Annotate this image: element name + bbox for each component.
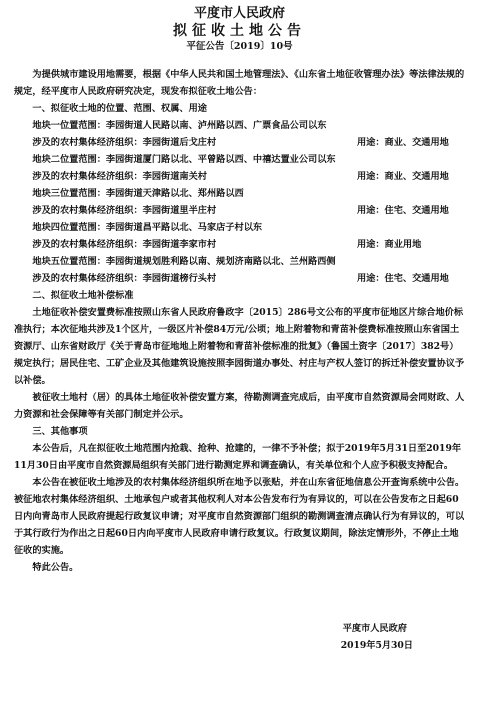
section3-paragraph-2: 本公告在被征收土地涉及的农村集体经济组织所在地予以张贴，并在山东省征地信息公开查询系统中公告。被征地农村集体经济组织、土地承包户或者其他权利人对本公告发布行为有异议的，可以在公告发布之日起60日内向青岛市人民政府提起行政复议申请；对平度市自然资源部门组织的勘测调查清点确认行为有异议的，可以于其行政行为作出之日起60日内向平度市人民政府申请行政复议。行政复议期间，除法定情形外，不停止土地征收的实施。	[14, 477, 465, 556]
document-title: 拟征收土地公告	[173, 23, 306, 39]
signature-block	[14, 620, 465, 654]
parcel-4-use: 用途：商业用地	[357, 239, 422, 250]
parcel-5-owner: 涉及的农村集体经济组织：李园街道榜行头村	[32, 273, 217, 284]
parcel-2-owner: 涉及的农村集体经济组织：李园街道南关村	[32, 171, 207, 182]
parcel-4-owner: 涉及的农村集体经济组织：李园街道李家市村	[32, 239, 217, 250]
parcel-4-scope: 地块四位置范围：李园街道昌平路以北、马家店子村以东	[32, 222, 263, 233]
section3-heading: 三、其他事项	[32, 426, 88, 437]
parcel-5-owner-row	[14, 270, 465, 287]
section2-heading: 二、拟征收土地补偿标准	[32, 290, 134, 301]
section2-paragraph-2: 被征收土地村（居）的具体土地征收补偿安置方案，待勘测调查完成后，由平度市自然资源局会同财政、人力资源和社会保障等有关部门制定并公示。	[14, 392, 465, 420]
parcel-2-scope: 地块二位置范围：李园街道厦门路以北、平曾路以西、中禧达置业公司以东	[32, 154, 336, 165]
section3-paragraph-1: 本公告后，凡在拟征收土地范围内抢栽、抢种、抢建的，一律不予补偿；拟于2019年5月31日至2019年11月30日由平度市自然资源局组织有关部门进行勘测定界和调查确认，有关单位和个人应予积极支持配合。	[14, 443, 462, 471]
issuing-organization: 平度市人民政府	[193, 6, 285, 21]
parcel-3-owner: 涉及的农村集体经济组织：李园街道里半庄村	[32, 205, 217, 216]
section2-paragraph-1: 土地征收补偿安置费标准按照山东省人民政府鲁政字〔2015〕286号文公布的平度市征地区片综合地价标准执行；本次征地共涉及1个区片，一级区片补偿84万元/公顷；地上附着物和青苗补偿费标准按照山东省国土资源厅、山东省财政厅《关于青岛市征地地上附着物和青苗补偿标准的批复》（鲁国土资字〔2017〕382号）规定执行；居民住宅、工矿企业及其他建筑设施按照李园街道办事处、村庄与产权人签订的拆迁补偿安置协议予以补偿。	[14, 307, 465, 386]
parcel-2-owner-row	[14, 168, 465, 185]
intro-paragraph: 为提供城市建设用地需要，根据《中华人民共和国土地管理法》、《山东省土地征收管理办法》等法律法规的规定，经平度市人民政府研究决定，现发布拟征收土地公告：	[14, 69, 465, 97]
parcel-4-owner-row	[14, 236, 465, 253]
section1-heading: 一、拟征收土地的位置、范围、权属、用途	[32, 103, 207, 114]
document-header	[14, 6, 465, 54]
document-number: 平征公告〔2019〕10号	[186, 41, 293, 52]
parcel-1-owner-row	[14, 134, 465, 151]
parcel-3-use: 用途：住宅、交通用地	[357, 205, 449, 216]
parcel-3-owner-row	[14, 202, 465, 219]
parcel-1-use: 用途：商业、交通用地	[357, 137, 449, 148]
parcel-3-scope: 地块三位置范围：李园街道天津路以北、郑州路以西	[32, 188, 244, 199]
parcel-5-use: 用途：住宅、交通用地	[357, 273, 449, 284]
signature-date: 2019年5月30日	[340, 640, 413, 651]
closing-phrase: 特此公告。	[32, 562, 79, 573]
parcel-5-scope: 地块五位置范围：李园街道规划胜利路以南、规划济南路以北、兰州路西侧	[32, 256, 336, 267]
parcel-1-owner: 涉及的农村集体经济组织：李园街道后戈庄村	[32, 137, 217, 148]
parcel-1-scope: 地块一位置范围：李园街道人民路以南、泸州路以西、广票食品公司以东	[32, 120, 327, 131]
parcel-2-use: 用途：商业、交通用地	[357, 171, 449, 182]
signature-organization: 平度市人民政府	[342, 623, 407, 634]
